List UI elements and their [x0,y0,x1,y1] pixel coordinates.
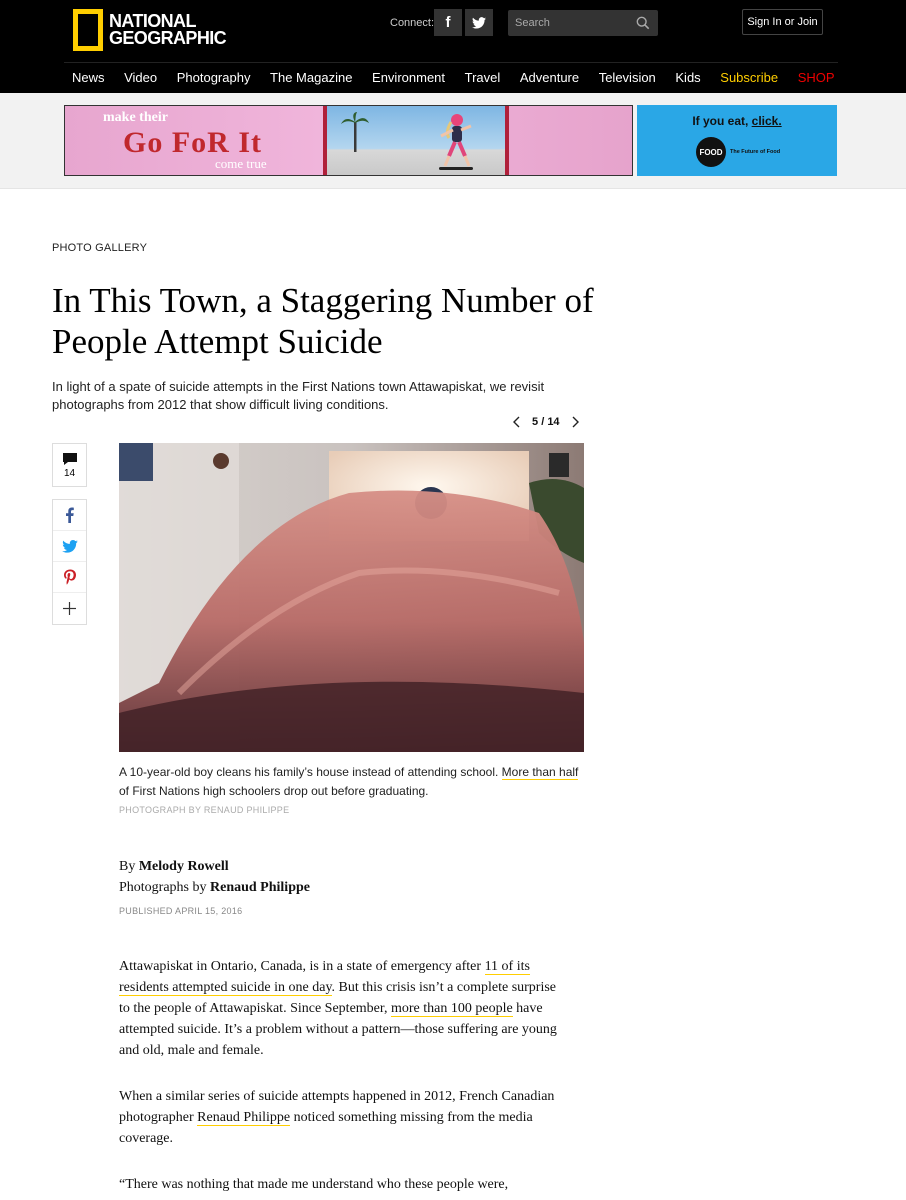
nav-kids[interactable]: Kids [675,70,701,85]
ad-line-3: come true [215,156,267,171]
pager-current: 5 [532,416,539,428]
share-pinterest-button[interactable] [53,562,86,593]
nav-travel[interactable]: Travel [464,70,501,85]
pager-separator: / [541,416,545,428]
logo-line-1: NATIONAL [109,11,196,31]
pager-total: 14 [547,416,560,428]
chevron-right-icon[interactable] [570,415,580,429]
gallery-photo[interactable] [119,443,584,752]
logo-line-2: GEOGRAPHIC [109,28,227,48]
article-body [119,956,569,1200]
palm-tree-icon [341,112,369,152]
nav-news[interactable]: News [72,70,105,85]
search-box [508,10,658,36]
paragraph-2: When a similar series of suicide attempts happened in 2012, French Canadian photographer Renaud Philippe noticed something missing from the media coverage. [119,1089,555,1146]
link-renaud-philippe[interactable]: Renaud Philippe [197,1110,291,1125]
food-logo: FOOD [696,137,726,167]
ad-line-2: Go FoR It [123,126,262,159]
main-nav [72,70,854,85]
banner-ad-future-of-food[interactable] [637,105,837,176]
nav-shop[interactable]: SHOP [797,70,835,85]
yellow-border-icon [73,9,103,51]
paragraph-3: “There was nothing that made me understand who these people were, [119,1177,509,1192]
share-facebook-button[interactable] [53,500,86,531]
nav-environment[interactable]: Environment [372,70,446,85]
twitter-button[interactable] [465,9,493,36]
article-dek: In light of a spate of suicide attempts in the First Nations town Attawapiskat, we revisit photographs from 2012 that show difficult living conditions. [52,379,545,412]
nav-video[interactable]: Video [124,70,158,85]
page-title: In This Town, a Staggering Number of People Attempt Suicide [52,281,594,361]
ad-line-1: make their [103,110,168,125]
paragraph-1: Attawapiskat in Ontario, Canada, is in a state of emergency after 11 of its residents attempted suicide in one day. But this crisis isn’t a complete surprise to the people of Attawapiskat. Since September, more than 100 people have attempted suicide. It’s a problem without a pattern—those suffering are young and old, male and female. [119,959,557,1058]
facebook-icon: f [445,14,451,31]
chevron-left-icon[interactable] [512,415,522,429]
author-name[interactable]: Melody Rowell [138,859,229,874]
boy-with-sheet-photo [119,443,584,752]
search-icon[interactable] [636,16,650,30]
link-11-residents[interactable]: 11 of its residents attempted suicide in one day [119,959,530,995]
nav-subscribe[interactable]: Subscribe [720,70,779,85]
gallery-pager [512,415,580,429]
published-date: PUBLISHED APRIL 15, 2016 [119,906,243,916]
ad-eat-text: If you eat, [692,114,752,128]
connect-label: Connect: [390,17,435,29]
sign-in-button[interactable]: Sign In or Join [742,9,823,35]
site-header [0,0,906,93]
nav-divider [64,62,838,63]
byline: By Melody Rowell Photographs by Renaud Philippe [119,859,310,895]
nav-television[interactable]: Television [598,70,656,85]
share-buttons [52,499,87,625]
photographer-name[interactable]: Renaud Philippe [210,880,310,895]
facebook-icon [65,507,74,523]
photo-credit: PHOTOGRAPH BY RENAUD PHILIPPE [119,805,290,815]
skater-girl-icon [435,112,475,174]
pinterest-icon [63,569,77,585]
nav-photography[interactable]: Photography [176,70,251,85]
ad-skater-photo [323,106,509,176]
ad-click-link[interactable]: click. [751,114,782,128]
banner-ad-go-for-it[interactable] [64,105,633,176]
link-more-than-100[interactable]: more than 100 people [390,1001,513,1016]
photo-caption: A 10-year-old boy cleans his family’s house instead of attending school. More than half of First Nations high schoolers drop out before graduating. [119,765,579,798]
share-twitter-button[interactable] [53,531,86,562]
natgeo-logo[interactable] [73,9,226,51]
caption-link-more-than-half[interactable]: More than half [501,765,579,779]
ad-band [0,93,906,189]
nav-adventure[interactable]: Adventure [519,70,580,85]
nav-the-magazine[interactable]: The Magazine [270,70,353,85]
article-kicker: PHOTO GALLERY [52,242,148,254]
search-input[interactable] [508,10,630,36]
food-tagline: The Future of Food [730,149,781,155]
twitter-icon [62,540,78,553]
plus-icon [63,602,76,615]
facebook-button[interactable] [434,9,462,36]
comments-button[interactable] [52,443,87,487]
comment-icon [62,452,78,466]
twitter-icon [472,17,486,29]
comment-count: 14 [63,467,76,479]
share-more-button[interactable] [53,593,86,624]
